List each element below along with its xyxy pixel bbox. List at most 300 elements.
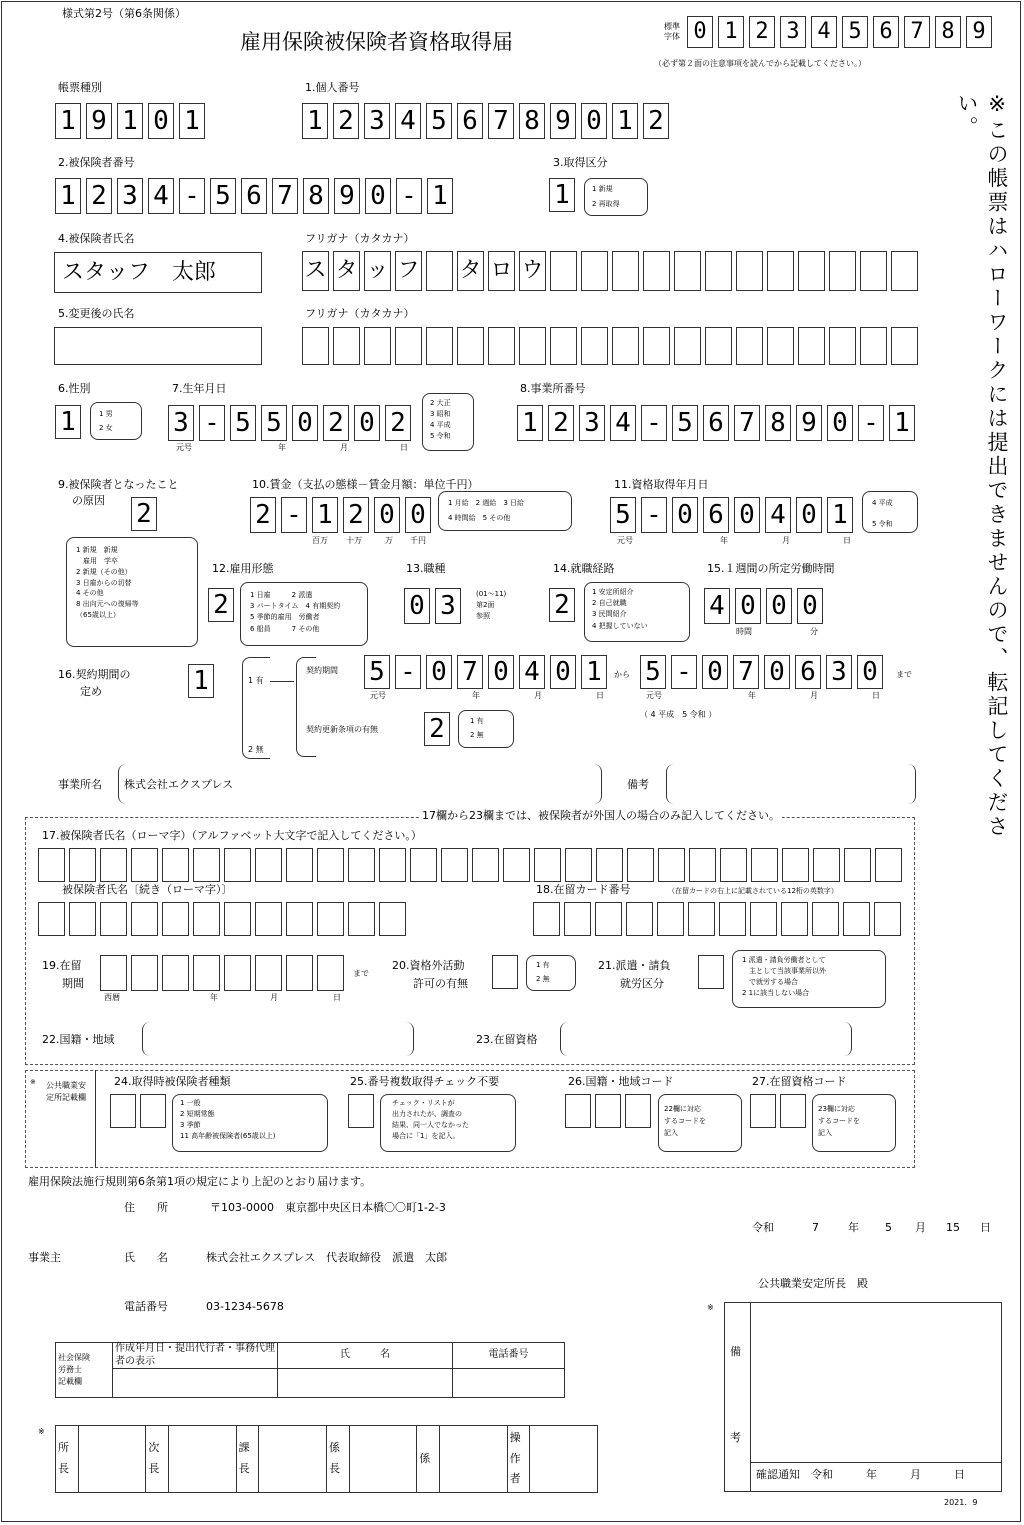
form-type-boxes[interactable] [55, 103, 210, 139]
insured-no-box[interactable]: 0 [365, 178, 391, 214]
permit-label: 20.資格外活動 [392, 959, 465, 972]
card-box[interactable] [750, 902, 777, 936]
changed-kana-box[interactable] [426, 327, 453, 365]
form-type-box[interactable]: 9 [86, 103, 112, 139]
insured-no-box[interactable]: 2 [86, 178, 112, 214]
form-type-box[interactable]: 1 [117, 103, 143, 139]
roman-box[interactable] [255, 848, 282, 882]
contract-box[interactable]: 1 [188, 664, 214, 698]
stamp-label: 操 作 者 [507, 1426, 530, 1493]
std-digit-box[interactable]: 9 [966, 16, 992, 48]
kana-box[interactable] [643, 251, 670, 291]
contract-to-box[interactable]: 6 [795, 655, 821, 689]
kana-box[interactable]: ッ [364, 251, 391, 291]
remarks-field[interactable] [666, 764, 916, 804]
contract-from-box[interactable]: 5 [364, 655, 390, 689]
changed-kana-box[interactable] [674, 327, 701, 365]
date-month-label: 月 [915, 1221, 926, 1234]
changed-kana-box[interactable] [395, 327, 422, 365]
date-era: 令和 [752, 1221, 774, 1234]
card-box[interactable] [781, 902, 808, 936]
check-label: 25.番号複数取得チェック不要 [350, 1075, 500, 1088]
check-box[interactable] [348, 1094, 374, 1128]
confirm-text: 確認通知 令和 年 月 日 [756, 1468, 965, 1481]
acq-era-opt-2: 5 令和 [872, 520, 893, 528]
insured-no-box[interactable]: 3 [117, 178, 143, 214]
roman-box[interactable] [410, 848, 437, 882]
personal-no-box[interactable]: 1 [302, 103, 328, 139]
acq-date-box[interactable]: - [641, 497, 667, 533]
roman-box[interactable] [565, 848, 592, 882]
std-digit-box[interactable]: 7 [904, 16, 930, 48]
kana-box[interactable] [612, 251, 639, 291]
hours-boxes[interactable] [704, 588, 828, 624]
changed-kana-boxes[interactable] [302, 327, 922, 365]
changed-kana-box[interactable] [829, 327, 856, 365]
contract-from-word: から [614, 670, 630, 679]
kana-box[interactable]: フ [395, 251, 422, 291]
roman-box[interactable] [627, 848, 654, 882]
birth-label: 7.生年月日 [172, 382, 227, 395]
personal-no-box[interactable]: 1 [612, 103, 638, 139]
renewal-box[interactable]: 2 [424, 712, 450, 746]
stay-box[interactable] [131, 955, 158, 991]
contract-from-box[interactable]: 1 [581, 655, 607, 689]
personal-no-box[interactable]: 3 [364, 103, 390, 139]
changed-kana-box[interactable] [860, 327, 887, 365]
dispatch-box[interactable] [698, 955, 724, 989]
contract-to-box[interactable]: 7 [733, 655, 759, 689]
personal-no-box[interactable]: 0 [581, 103, 607, 139]
contract-from-box[interactable]: 4 [519, 655, 545, 689]
birth-box[interactable]: 5 [230, 405, 256, 441]
roman-cont-box[interactable] [379, 902, 406, 936]
card-box[interactable] [564, 902, 591, 936]
kind-box-2[interactable] [140, 1094, 166, 1128]
contract-to-box[interactable]: 5 [640, 655, 666, 689]
stay-box[interactable] [286, 955, 313, 991]
stay-box[interactable] [317, 955, 344, 991]
personal-no-box[interactable]: 9 [550, 103, 576, 139]
country-code-box-3[interactable] [625, 1094, 651, 1128]
office-no-box[interactable]: 7 [734, 405, 760, 441]
sr-cell-2[interactable] [278, 1369, 453, 1398]
acq-date-box[interactable]: 0 [734, 497, 760, 533]
form-type-box[interactable]: 1 [55, 103, 81, 139]
stamp-cell[interactable] [439, 1426, 507, 1493]
contract-no: 2 無 [248, 745, 264, 754]
stamp-cell[interactable] [349, 1426, 417, 1493]
contract-label-2: 定め [80, 685, 102, 698]
roman-box[interactable] [596, 848, 623, 882]
insured-no-box[interactable]: 7 [272, 178, 298, 214]
employment-type-box[interactable]: 2 [208, 588, 234, 622]
kana-box[interactable] [674, 251, 701, 291]
changed-kana-label: フリガナ（カタカナ） [305, 307, 415, 320]
contract-from-box[interactable]: 0 [488, 655, 514, 689]
status-code-box-2[interactable] [780, 1094, 806, 1128]
birth-box[interactable]: 3 [168, 405, 194, 441]
personal-no-box[interactable]: 7 [488, 103, 514, 139]
office-no-box[interactable]: - [858, 405, 884, 441]
changed-kana-box[interactable] [736, 327, 763, 365]
roman-cont-box[interactable] [255, 902, 282, 936]
roman-cont-box[interactable] [38, 902, 65, 936]
dispatch-label-2: 就労区分 [620, 977, 664, 990]
acq-date-label: 11.資格取得年月日 [614, 478, 709, 491]
insured-name-label: 4.被保険者氏名 [58, 232, 135, 245]
country-code-box-1[interactable] [565, 1094, 591, 1128]
office-no-box[interactable]: - [641, 405, 667, 441]
roman-box[interactable] [131, 848, 158, 882]
personal-no-box[interactable]: 8 [519, 103, 545, 139]
kana-box[interactable] [860, 251, 887, 291]
roman-box[interactable] [286, 848, 313, 882]
acq-date-box[interactable]: 6 [703, 497, 729, 533]
changed-kana-box[interactable] [891, 327, 918, 365]
birth-box[interactable]: - [199, 405, 225, 441]
acq-month-sub: 月 [782, 536, 790, 545]
card-number-boxes[interactable] [533, 902, 905, 936]
office-use-side-label: 公共職業安定所記載欄 [46, 1081, 86, 1102]
remarks-box[interactable] [724, 1302, 1002, 1492]
stamp-cell[interactable] [78, 1426, 146, 1493]
renewal-options [458, 710, 514, 748]
stamp-label: 課 長 [236, 1426, 259, 1493]
birth-box[interactable]: 0 [354, 405, 380, 441]
roman-box[interactable] [348, 848, 375, 882]
insured-no-box[interactable]: 1 [55, 178, 81, 214]
employer-label: 事業主 [28, 1251, 61, 1264]
sr-cell-1[interactable] [113, 1369, 278, 1398]
insured-no-box[interactable]: 6 [241, 178, 267, 214]
changed-name-label: 5.変更後の氏名 [58, 307, 135, 320]
wage-box[interactable]: 0 [374, 497, 400, 533]
country-code-box-2[interactable] [595, 1094, 621, 1128]
birth-box[interactable]: 0 [292, 405, 318, 441]
kana-boxes[interactable] [302, 251, 922, 291]
job-type-label: 13.職種 [406, 562, 446, 575]
job-type-boxes[interactable] [404, 588, 466, 624]
office-no-box[interactable]: 1 [517, 405, 543, 441]
contract-period-label: 契約期間 [306, 666, 338, 675]
office-no-box[interactable]: 8 [765, 405, 791, 441]
roman-name-label: 17.被保険者氏名（ローマ字）（アルファベット大文字で記入してください。） [42, 829, 422, 842]
std-digit-box[interactable]: 1 [718, 16, 744, 48]
stay-box[interactable] [193, 955, 220, 991]
changed-kana-box[interactable] [612, 327, 639, 365]
hours-box[interactable]: 0 [735, 588, 761, 624]
std-font-label: 標準字体 [664, 22, 680, 42]
contract-from-box[interactable]: - [395, 655, 421, 689]
changed-kana-box[interactable] [705, 327, 732, 365]
roman-box[interactable] [689, 848, 716, 882]
permit-box[interactable] [492, 955, 518, 989]
wage-sub-2: 十万 [346, 536, 362, 545]
kana-box[interactable] [705, 251, 732, 291]
personal-no-box[interactable]: 2 [333, 103, 359, 139]
contract-to-box[interactable]: 0 [702, 655, 728, 689]
contract-to-box[interactable]: 0 [764, 655, 790, 689]
acq-date-box[interactable]: 0 [672, 497, 698, 533]
kana-box[interactable] [829, 251, 856, 291]
kana-box[interactable] [798, 251, 825, 291]
changed-kana-box[interactable] [767, 327, 794, 365]
hours-box[interactable]: 0 [766, 588, 792, 624]
changed-kana-box[interactable] [798, 327, 825, 365]
stamp-cell[interactable] [168, 1426, 236, 1493]
personal-no-box[interactable]: 2 [643, 103, 669, 139]
card-label: 18.在留カード番号 [536, 883, 631, 896]
std-digit-box[interactable]: 6 [873, 16, 899, 48]
kana-box[interactable] [736, 251, 763, 291]
kana-box[interactable]: タ [457, 251, 484, 291]
personal-no-box[interactable]: 4 [395, 103, 421, 139]
roman-box[interactable] [782, 848, 809, 882]
contract-from-box[interactable]: 0 [426, 655, 452, 689]
stamp-cell[interactable] [259, 1426, 327, 1493]
acq-date-box[interactable]: 5 [610, 497, 636, 533]
wage-sub-4: 千円 [410, 536, 426, 545]
birth-box[interactable]: 2 [323, 405, 349, 441]
office-number-label: 8.事業所番号 [520, 382, 586, 395]
kana-box[interactable]: ウ [519, 251, 546, 291]
hours-box[interactable]: 4 [704, 588, 730, 624]
office-number-boxes[interactable] [517, 405, 920, 441]
insured-no-box[interactable]: 8 [303, 178, 329, 214]
roman-box[interactable] [844, 848, 871, 882]
birth-box[interactable]: 5 [261, 405, 287, 441]
card-note: （在留カードの右上に記載されている12桁の英数字） [668, 887, 838, 895]
contract-to-box[interactable]: 0 [857, 655, 883, 689]
cause-label: 9.被保険者となったこと [58, 478, 179, 491]
changed-kana-box[interactable] [643, 327, 670, 365]
ct-era-sub: 元号 [646, 691, 662, 700]
insured-no-box[interactable]: 4 [148, 178, 174, 214]
acq-date-box[interactable]: 4 [765, 497, 791, 533]
roman-box[interactable] [100, 848, 127, 882]
wage-box[interactable]: - [281, 497, 307, 533]
stay-box[interactable] [255, 955, 282, 991]
office-no-box[interactable]: 0 [827, 405, 853, 441]
roman-cont-box[interactable] [162, 902, 189, 936]
stay-box[interactable] [100, 955, 127, 991]
roman-cont-box[interactable] [131, 902, 158, 936]
card-box[interactable] [688, 902, 715, 936]
wage-box[interactable]: 2 [343, 497, 369, 533]
employment-type-options-text: 1 日雇 2 派遣 3 パートタイム 4 有期契約 5 季節的雇用 労働者 6 船員 7 その他 [250, 591, 341, 633]
roman-box[interactable] [379, 848, 406, 882]
acq-date-boxes[interactable] [610, 497, 858, 533]
changed-kana-box[interactable] [550, 327, 577, 365]
kana-box[interactable]: タ [333, 251, 360, 291]
roman-box[interactable] [751, 848, 778, 882]
roman-cont-box[interactable] [69, 902, 96, 936]
personal-number-boxes[interactable] [302, 103, 674, 139]
contract-from-box[interactable]: 7 [457, 655, 483, 689]
wage-box[interactable]: 1 [312, 497, 338, 533]
roman-box[interactable] [69, 848, 96, 882]
contract-to-box[interactable]: - [671, 655, 697, 689]
card-box[interactable] [626, 902, 653, 936]
std-digit-box[interactable]: 0 [687, 16, 713, 48]
office-no-box[interactable]: 5 [672, 405, 698, 441]
kana-box[interactable]: ロ [488, 251, 515, 291]
contract-from-box[interactable]: 0 [550, 655, 576, 689]
stay-box[interactable] [162, 955, 189, 991]
sex-label: 6.性別 [58, 382, 91, 395]
changed-kana-box[interactable] [457, 327, 484, 365]
wage-label: 10.賃金（支払の態様－賃金月額：単位千円） [252, 478, 479, 491]
foreign-heading: 17欄から23欄までは、被保険者が外国人の場合のみ記入してください。 [422, 809, 780, 822]
stamp-label: 係 長 [326, 1426, 349, 1493]
roman-cont-box[interactable] [286, 902, 313, 936]
std-digit-box[interactable]: 5 [842, 16, 868, 48]
route-box[interactable]: 2 [549, 588, 575, 622]
kana-box[interactable]: ス [302, 251, 329, 291]
changed-kana-box[interactable] [488, 327, 515, 365]
roman-box[interactable] [317, 848, 344, 882]
insured-no-box[interactable]: - [396, 178, 422, 214]
address-value: 〒103-0000 東京都中央区日本橋〇〇町1-2-3 [210, 1201, 446, 1214]
roman-box[interactable] [503, 848, 530, 882]
card-box[interactable] [812, 902, 839, 936]
roman-box[interactable] [658, 848, 685, 882]
check-note: チェック・リストが 出力されたが、調査の 結果、同一人でなかった 場合に「1」を記入。 [392, 1099, 469, 1140]
status-field[interactable] [560, 1022, 852, 1056]
changed-kana-box[interactable] [364, 327, 391, 365]
birth-boxes[interactable] [168, 405, 416, 441]
roman-box[interactable] [224, 848, 251, 882]
roman-cont-box[interactable] [100, 902, 127, 936]
card-box[interactable] [719, 902, 746, 936]
remarks-divider [750, 1302, 751, 1492]
card-box[interactable] [657, 902, 684, 936]
roman-box[interactable] [720, 848, 747, 882]
kana-box[interactable] [891, 251, 918, 291]
roman-box[interactable] [38, 848, 65, 882]
stay-box[interactable] [224, 955, 251, 991]
personal-no-box[interactable]: 5 [426, 103, 452, 139]
roman-box[interactable] [534, 848, 561, 882]
roman-cont-box[interactable] [348, 902, 375, 936]
sex-box[interactable]: 1 [55, 405, 81, 439]
office-no-box[interactable]: 9 [796, 405, 822, 441]
roman-box[interactable] [162, 848, 189, 882]
stay-period-boxes[interactable] [100, 955, 348, 991]
office-name-label: 事業所名 [58, 778, 102, 791]
cause-box[interactable]: 2 [131, 497, 157, 531]
acq-date-box[interactable]: 0 [796, 497, 822, 533]
renewal-label: 契約更新条項の有無 [306, 725, 378, 734]
job-box[interactable]: 0 [404, 588, 430, 624]
roman-box[interactable] [441, 848, 468, 882]
std-digit-box[interactable]: 3 [780, 16, 806, 48]
nationality-field[interactable] [142, 1022, 414, 1056]
sex-options [90, 402, 142, 440]
side-notice: ※この帳票はハローワークには提出できませんので、転記してください。 [955, 92, 1009, 839]
insured-number-boxes[interactable] [55, 178, 458, 214]
roman-name-cont-boxes[interactable] [38, 902, 410, 936]
changed-kana-box[interactable] [519, 327, 546, 365]
hours-box[interactable]: 0 [797, 588, 823, 624]
roman-name-boxes[interactable] [38, 848, 906, 882]
std-digit-box[interactable]: 2 [749, 16, 775, 48]
office-no-box[interactable]: 2 [548, 405, 574, 441]
notice-text: （必ず第２面の注意事項を読んでから記載してください。） [654, 59, 866, 68]
roman-box[interactable] [875, 848, 902, 882]
ct-year-sub: 年 [748, 691, 756, 700]
insured-no-box[interactable]: 5 [210, 178, 236, 214]
roman-cont-box[interactable] [224, 902, 251, 936]
card-box[interactable] [595, 902, 622, 936]
page-title: 雇用保険被保険者資格取得届 [240, 30, 513, 54]
roman-cont-box[interactable] [193, 902, 220, 936]
acq-date-box[interactable]: 1 [827, 497, 853, 533]
std-digit-box[interactable]: 4 [811, 16, 837, 48]
office-no-box[interactable]: 1 [889, 405, 915, 441]
status-code-note: 23欄に対応 するコードを 記入 [818, 1105, 860, 1137]
roman-box[interactable] [813, 848, 840, 882]
stamp-label: 次 長 [146, 1426, 169, 1493]
office-no-box[interactable]: 6 [703, 405, 729, 441]
stamp-cell[interactable] [530, 1426, 598, 1493]
status-code-box-1[interactable] [750, 1094, 776, 1128]
office-no-box[interactable]: 4 [610, 405, 636, 441]
kana-box[interactable] [426, 251, 453, 291]
card-box[interactable] [533, 902, 560, 936]
acquisition-type-box[interactable]: 1 [549, 178, 575, 212]
changed-name-field[interactable] [54, 327, 262, 365]
sr-cell-3[interactable] [453, 1369, 565, 1398]
sr-table [55, 1342, 565, 1398]
card-box[interactable] [874, 902, 901, 936]
office-no-box[interactable]: 3 [579, 405, 605, 441]
personal-no-box[interactable]: 6 [457, 103, 483, 139]
contract-from-boxes[interactable] [364, 655, 612, 689]
roman-cont-box[interactable] [317, 902, 344, 936]
roman-box[interactable] [472, 848, 499, 882]
changed-kana-box[interactable] [333, 327, 360, 365]
stay-until: まで [353, 969, 369, 978]
birth-box[interactable]: 2 [385, 405, 411, 441]
contract-to-boxes[interactable] [640, 655, 888, 689]
contract-to-box[interactable]: 3 [826, 655, 852, 689]
kana-box[interactable] [550, 251, 577, 291]
wage-boxes[interactable] [250, 497, 436, 533]
job-box[interactable]: 3 [435, 588, 461, 624]
wage-box[interactable]: 0 [405, 497, 431, 533]
acq-opt-2: 2 再取得 [592, 200, 620, 208]
insured-no-box[interactable]: 9 [334, 178, 360, 214]
card-box[interactable] [843, 902, 870, 936]
kana-box[interactable] [767, 251, 794, 291]
roman-box[interactable] [193, 848, 220, 882]
status-code-label: 27.在留資格コード [752, 1075, 847, 1088]
changed-kana-box[interactable] [302, 327, 329, 365]
std-digit-box[interactable]: 8 [935, 16, 961, 48]
cause-options-text: 1 新規 新規 雇用 学卒 2 新規（その他） 3 日雇からの切替 4 その他 8 出向元への復帰等 （65歳以上） [76, 546, 139, 620]
stay-sub-3: 月 [270, 993, 278, 1002]
kana-box[interactable] [581, 251, 608, 291]
insured-no-box[interactable]: 1 [427, 178, 453, 214]
changed-kana-box[interactable] [581, 327, 608, 365]
form-type-box[interactable]: 0 [148, 103, 174, 139]
kind-box-1[interactable] [110, 1094, 136, 1128]
form-type-box[interactable]: 1 [179, 103, 205, 139]
wage-box[interactable]: 2 [250, 497, 276, 533]
insured-no-box[interactable]: - [179, 178, 205, 214]
